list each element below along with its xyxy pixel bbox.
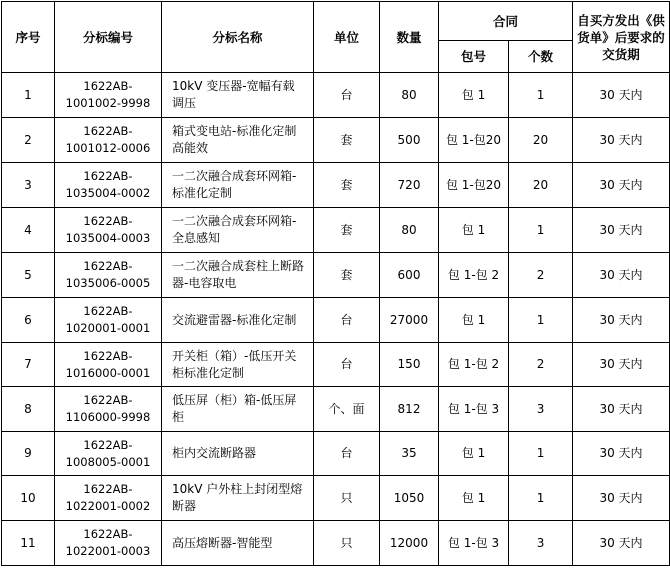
cell-seq: 4 — [2, 208, 55, 253]
header-unit: 单位 — [314, 2, 380, 73]
cell-name: 高压熔断器-智能型 — [162, 521, 314, 566]
cell-pkg: 包 1-包20 — [439, 163, 509, 208]
table-body — [2, 73, 670, 566]
cell-code: 1622AB-1106000-9998 — [55, 387, 162, 432]
cell-code: 1622AB-1035004-0003 — [55, 208, 162, 253]
cell-delivery: 30 天内 — [573, 73, 670, 118]
cell-seq: 3 — [2, 163, 55, 208]
cell-name: 交流避雷器-标准化定制 — [162, 298, 314, 343]
cell-name: 开关柜（箱）-低压开关柜标准化定制 — [162, 343, 314, 387]
cell-qty: 720 — [380, 163, 439, 208]
cell-count: 2 — [509, 253, 573, 298]
cell-name: 柜内交流断路器 — [162, 432, 314, 476]
cell-pkg: 包 1-包 3 — [439, 521, 509, 566]
table-row — [2, 73, 670, 118]
cell-pkg: 包 1 — [439, 432, 509, 476]
header-delivery: 自买方发出《供货单》后要求的交货期 — [573, 2, 670, 73]
cell-delivery: 30 天内 — [573, 343, 670, 387]
cell-count: 1 — [509, 476, 573, 521]
cell-name: 一二次融合成套环网箱-全息感知 — [162, 208, 314, 253]
header-count: 个数 — [509, 41, 573, 73]
cell-name: 一二次融合成套柱上断路器-电容取电 — [162, 253, 314, 298]
cell-qty: 80 — [380, 73, 439, 118]
table-row — [2, 521, 670, 566]
cell-unit: 台 — [314, 432, 380, 476]
cell-code: 1622AB-1001002-9998 — [55, 73, 162, 118]
cell-unit: 台 — [314, 298, 380, 343]
cell-seq: 5 — [2, 253, 55, 298]
cell-code: 1622AB-1035004-0002 — [55, 163, 162, 208]
cell-qty: 12000 — [380, 521, 439, 566]
cell-qty: 500 — [380, 118, 439, 163]
cell-seq: 9 — [2, 432, 55, 476]
cell-code: 1622AB-1008005-0001 — [55, 432, 162, 476]
cell-count: 1 — [509, 432, 573, 476]
cell-qty: 35 — [380, 432, 439, 476]
header-seq: 序号 — [2, 2, 55, 73]
cell-delivery: 30 天内 — [573, 476, 670, 521]
header-code: 分标编号 — [55, 2, 162, 73]
cell-count: 2 — [509, 343, 573, 387]
cell-unit: 套 — [314, 253, 380, 298]
cell-delivery: 30 天内 — [573, 521, 670, 566]
cell-pkg: 包 1-包 3 — [439, 387, 509, 432]
cell-code: 1622AB-1035006-0005 — [55, 253, 162, 298]
table-row — [2, 163, 670, 208]
header-qty: 数量 — [380, 2, 439, 73]
cell-delivery: 30 天内 — [573, 387, 670, 432]
header-contract: 合同 — [439, 2, 573, 41]
cell-pkg: 包 1-包20 — [439, 118, 509, 163]
table-row — [2, 387, 670, 432]
cell-delivery: 30 天内 — [573, 208, 670, 253]
cell-seq: 11 — [2, 521, 55, 566]
table-row — [2, 343, 670, 387]
cell-count: 1 — [509, 208, 573, 253]
cell-unit: 只 — [314, 521, 380, 566]
cell-pkg: 包 1 — [439, 476, 509, 521]
cell-seq: 2 — [2, 118, 55, 163]
cell-delivery: 30 天内 — [573, 118, 670, 163]
cell-pkg: 包 1 — [439, 73, 509, 118]
cell-unit: 个、面 — [314, 387, 380, 432]
cell-delivery: 30 天内 — [573, 163, 670, 208]
cell-seq: 1 — [2, 73, 55, 118]
cell-count: 1 — [509, 73, 573, 118]
cell-code: 1622AB-1020001-0001 — [55, 298, 162, 343]
cell-name: 10kV 变压器-宽幅有载调压 — [162, 73, 314, 118]
cell-qty: 150 — [380, 343, 439, 387]
table-row — [2, 208, 670, 253]
cell-delivery: 30 天内 — [573, 253, 670, 298]
cell-seq: 8 — [2, 387, 55, 432]
cell-pkg: 包 1-包 2 — [439, 343, 509, 387]
header-name: 分标名称 — [162, 2, 314, 73]
table-header — [2, 2, 670, 73]
cell-qty: 80 — [380, 208, 439, 253]
cell-qty: 1050 — [380, 476, 439, 521]
cell-unit: 台 — [314, 73, 380, 118]
cell-unit: 只 — [314, 476, 380, 521]
cell-pkg: 包 1-包 2 — [439, 253, 509, 298]
cell-name: 10kV 户外柱上封闭型熔断器 — [162, 476, 314, 521]
cell-count: 1 — [509, 298, 573, 343]
cell-count: 3 — [509, 521, 573, 566]
cell-count: 3 — [509, 387, 573, 432]
cell-count: 20 — [509, 118, 573, 163]
cell-seq: 10 — [2, 476, 55, 521]
table-row — [2, 253, 670, 298]
cell-unit: 套 — [314, 163, 380, 208]
cell-unit: 套 — [314, 118, 380, 163]
table-row — [2, 432, 670, 476]
cell-pkg: 包 1 — [439, 298, 509, 343]
header-pkg: 包号 — [439, 41, 509, 73]
cell-delivery: 30 天内 — [573, 432, 670, 476]
cell-qty: 27000 — [380, 298, 439, 343]
cell-name: 低压屏（柜）箱-低压屏柜 — [162, 387, 314, 432]
cell-unit: 台 — [314, 343, 380, 387]
table-row — [2, 476, 670, 521]
cell-code: 1622AB-1022001-0003 — [55, 521, 162, 566]
bid-table — [1, 1, 670, 566]
cell-delivery: 30 天内 — [573, 298, 670, 343]
cell-pkg: 包 1 — [439, 208, 509, 253]
cell-unit: 套 — [314, 208, 380, 253]
cell-code: 1622AB-1001012-0006 — [55, 118, 162, 163]
cell-count: 20 — [509, 163, 573, 208]
table-row — [2, 298, 670, 343]
table-row — [2, 118, 670, 163]
cell-code: 1622AB-1022001-0002 — [55, 476, 162, 521]
cell-seq: 6 — [2, 298, 55, 343]
cell-name: 一二次融合成套环网箱-标准化定制 — [162, 163, 314, 208]
cell-qty: 812 — [380, 387, 439, 432]
cell-name: 箱式变电站-标准化定制高能效 — [162, 118, 314, 163]
cell-qty: 600 — [380, 253, 439, 298]
cell-code: 1622AB-1016000-0001 — [55, 343, 162, 387]
cell-seq: 7 — [2, 343, 55, 387]
